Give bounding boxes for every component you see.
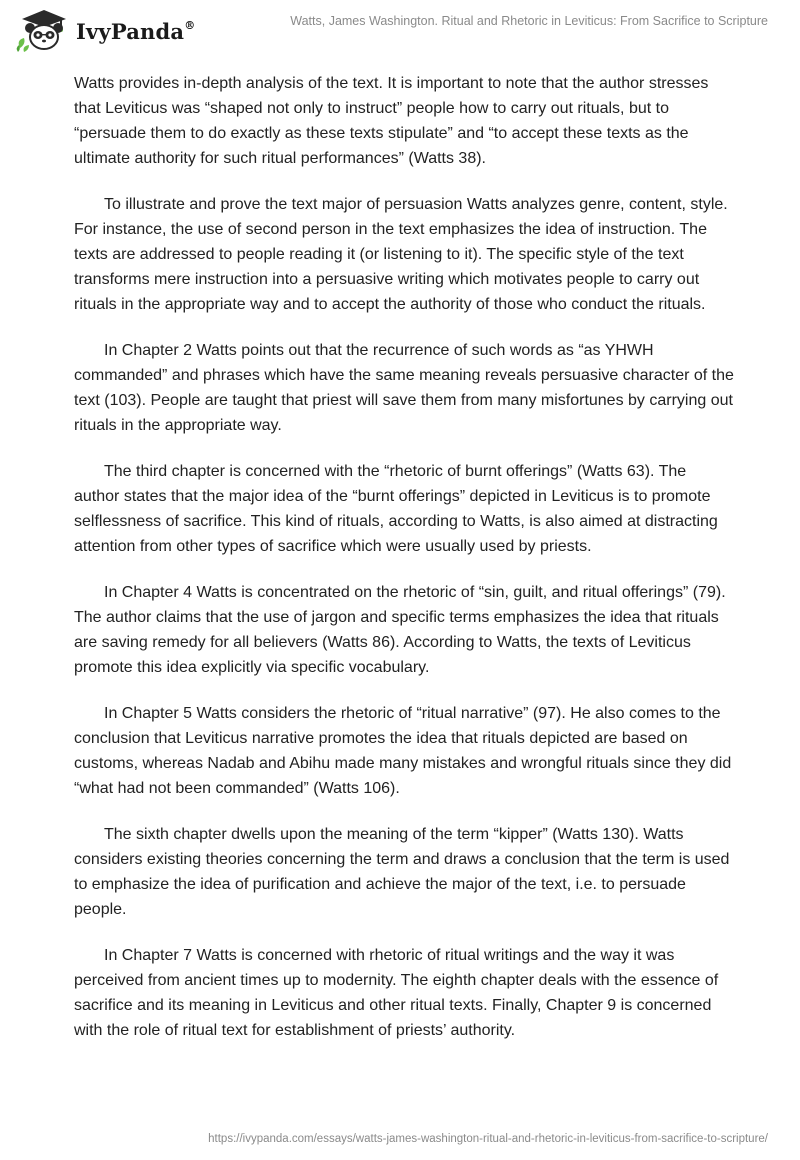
paragraph: To illustrate and prove the text major of persuasion Watts analyzes genre, content, style. For instance, the use of second person in the text emphasizes the idea of instruction. The texts are addressed to people reading it (or listening to it). The specific style of the text transforms mere instruction into a persuasive writing which motivates people to carry out rituals in the appropriate way and to accept the authority of those who conduct the rituals.	[74, 196, 728, 313]
paragraph: The third chapter is concerned with the “rhetoric of burnt offerings” (Watts 63). The author states that the major idea of the “burnt offerings” depicted in Leviticus is to promote selflessness of sacrifice. This kind of rituals, according to Watts, is also aimed at distracting attention from other types of sacrifice which were usually used by priests.	[74, 463, 718, 555]
paragraph: In Chapter 2 Watts points out that the recurrence of such words as “as YHWH commanded” and phrases which have the same meaning reveals persuasive character of the text (103). People are taught that priest will save them from many misfortunes by carrying out rituals in the appropriate way.	[74, 342, 734, 434]
registered-mark: ®	[184, 18, 196, 32]
source-url-link[interactable]: https://ivypanda.com/essays/watts-james-washington-ritual-and-rhetoric-in-leviticus-from-sacrifice-to-scripture/	[208, 1133, 768, 1145]
paragraph: In Chapter 7 Watts is concerned with rhetoric of ritual writings and the way it was perceived from ancient times up to modernity. The eighth chapter deals with the essence of sacrifice and its meaning in Leviticus and other ritual texts. Finally, Chapter 9 is concerned with the role of ritual text for establishment of priests’ authority.	[74, 947, 719, 1039]
paragraph: In Chapter 4 Watts is concentrated on the rhetoric of “sin, guilt, and ritual offerings” (79). The author claims that the use of jargon and specific terms emphasizes the idea that rituals are saving remedy for all believers (Watts 86). According to Watts, the texts of Leviticus promote this idea explicitly via specific vocabulary.	[74, 584, 726, 676]
panda-graduate-icon	[14, 8, 74, 54]
brand-name: IvyPanda®	[76, 18, 196, 44]
paragraph: The sixth chapter dwells upon the meaning of the term “kipper” (Watts 130). Watts considers existing theories concerning the term and draws a conclusion that the term is used to emphasize the idea of purification and achieve the major of the text, i.e. to persuade people.	[74, 826, 730, 918]
essay-body	[74, 71, 734, 1064]
paragraph: In Chapter 5 Watts considers the rhetoric of “ritual narrative” (97). He also comes to the conclusion that Leviticus narrative promotes the idea that rituals depicted are based on customs, whereas Nadab and Abihu made many mistakes and wrongful rituals since they did “what had not been commanded” (Watts 106).	[74, 705, 732, 797]
page-header	[0, 0, 800, 60]
ivypanda-logo[interactable]	[14, 8, 195, 54]
document-title: Watts, James Washington. Ritual and Rhetoric in Leviticus: From Sacrifice to Scripture	[290, 14, 768, 28]
paragraph: Watts provides in-depth analysis of the text. It is important to note that the author stresses that Leviticus was “shaped not only to instruct” people how to carry out rituals, but to “persuade them to do exactly as these texts stipulate” and “to accept these texts as the ultimate authority for such ritual performances” (Watts 38).	[74, 75, 709, 167]
